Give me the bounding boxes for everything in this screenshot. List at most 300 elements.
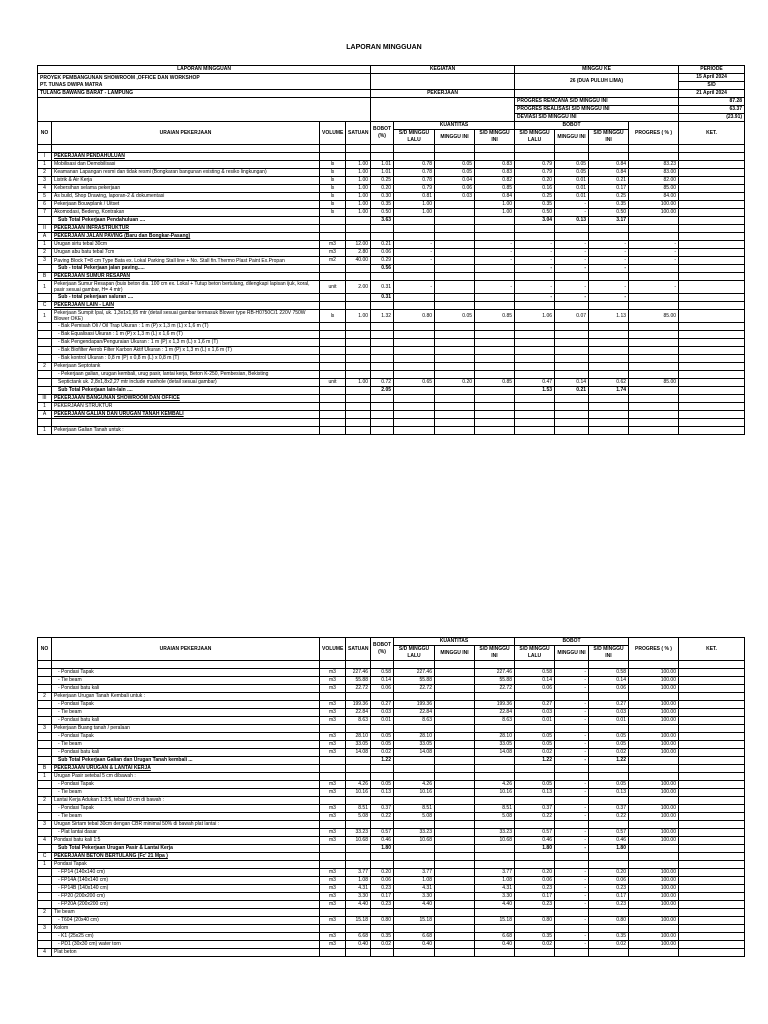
table-cell [346,395,371,403]
table-cell [394,233,435,241]
table-cell: 1.13 [589,310,629,323]
description-cell: Listrik & Air Kerja [52,177,320,185]
table-cell [629,145,679,153]
table-cell: 100.00 [629,201,679,209]
table-cell: m3 [320,669,346,677]
table-cell: 1.00 [394,201,435,209]
table-cell: 0.05 [435,310,475,323]
table-cell [394,797,435,805]
table-cell [679,257,745,265]
table-cell [629,294,679,302]
table-cell: 1.80 [589,845,629,853]
table-cell [320,403,346,411]
table-cell: 8.51 [346,805,371,813]
table-cell: 7 [38,209,52,217]
table-cell [394,265,435,273]
table-cell: 2.80 [346,249,371,257]
table-row [38,161,745,169]
table-cell: 0.29 [371,257,394,265]
table-cell: II [38,225,52,233]
table-cell [629,233,679,241]
table-cell [515,949,555,957]
table-cell: - [555,845,589,853]
table-cell: - [515,241,555,249]
table-cell [394,363,435,371]
table-cell: 0.57 [589,829,629,837]
table-cell [38,677,52,685]
table-cell [371,861,394,869]
table-cell: 0.06 [371,877,394,885]
table-cell [38,371,52,379]
header-laporan: LAPORAN MINGGUAN [38,66,371,74]
description-cell [52,145,320,153]
table-cell [346,387,371,395]
description-cell: Urugan abu batu tebal 7cm [52,249,320,257]
table-cell [435,725,475,733]
table-row [38,861,745,869]
table-cell: - [475,241,515,249]
table-cell [435,877,475,885]
table-row [38,249,745,257]
table-cell [475,427,515,435]
description-cell: - FP14 (140x140 cm) [52,869,320,877]
table-cell: 0.13 [555,217,589,225]
table-cell [371,323,394,331]
description-cell: - Bak kontrol Ukuran : 0,8 m (P) x 0,8 m (L) x 0,8 m (T) [52,355,320,363]
table-cell: 1.00 [394,209,435,217]
table-cell [435,677,475,685]
table-cell [589,225,629,233]
table-cell [515,725,555,733]
table-cell [515,233,555,241]
table-cell [555,853,589,861]
table-cell [629,331,679,339]
table-cell [475,395,515,403]
table-cell: 0.06 [515,685,555,693]
table-cell [589,145,629,153]
table-cell: 0.03 [371,709,394,717]
table-cell: - [589,257,629,265]
description-cell: - Bak Pengendapan/Penguraian Ukuran : 1 m (P) x 1,3 m (L) x 1,6 m (T) [52,339,320,347]
table-cell: 4.40 [346,901,371,909]
table-cell [629,757,679,765]
table-cell [320,233,346,241]
table-cell: 0.05 [515,733,555,741]
table-cell [515,363,555,371]
table-cell: 0.01 [555,177,589,185]
table-cell [555,765,589,773]
table-cell: 3 [38,177,52,185]
table-cell: - [589,294,629,302]
description-cell: PEKERJAAN JALAN PAVING (Baru dan Bongkar-Pasang) [52,233,320,241]
table-cell [475,355,515,363]
table-cell: ls [320,201,346,209]
table-cell [515,821,555,829]
table-cell: 55.88 [394,677,435,685]
table-cell [320,395,346,403]
table-row [38,869,745,877]
description-cell: Sub Total Pekerjaan Pendahuluan .... [52,217,320,225]
table-cell [515,773,555,781]
table-cell: - [555,677,589,685]
table-cell: III [38,395,52,403]
table-row [38,419,745,427]
description-cell: PEKERJAAN INFRASTRUKTUR [52,225,320,233]
description-cell: Pekerjaan Sumur Resapan (buis beton dia. 100 cm ex. Lokal + Tutup beton bertulang, dilengkapi lapisan ijuk, koral, pasir sesuai gambar, H= 4 mtr) [52,281,320,294]
table-cell: 0.05 [435,169,475,177]
table-cell [629,403,679,411]
table-cell: m3 [320,701,346,709]
table-cell [320,217,346,225]
table-cell [394,294,435,302]
description-cell: PEKERJAAN STRUKTUR [52,403,320,411]
table-cell [320,693,346,701]
description-cell: PEKERJAAN GALIAN DAN URUGAN TANAH KEMBALI [52,411,320,419]
table-row [38,933,745,941]
table-cell: C [38,302,52,310]
table-cell [589,323,629,331]
table-cell [475,145,515,153]
table-cell [371,273,394,281]
table-row [38,273,745,281]
table-cell [320,773,346,781]
table-cell [555,773,589,781]
table-cell: 83.00 [629,169,679,177]
table-row [38,323,745,331]
table-row [38,177,745,185]
table-cell: 0.85 [475,379,515,387]
table-cell: 6.68 [475,933,515,941]
table-cell: m3 [320,749,346,757]
description-cell: Lantai Kerja Adukan 1:3:5, tebal 10 cm di bawah : [52,797,320,805]
description-cell: Akomodasi, Bedeng, Kontrakan [52,209,320,217]
table-cell: C [38,853,52,861]
table-cell: 1.08 [346,877,371,885]
table-cell: 0.31 [371,281,394,294]
table-cell: 3.77 [475,869,515,877]
table-cell [679,805,745,813]
table-cell [679,821,745,829]
table-cell: - [629,249,679,257]
table-cell: 0.02 [515,941,555,949]
table-cell: - [555,941,589,949]
table-cell: 15.18 [394,917,435,925]
table-cell [320,853,346,861]
table-row [38,302,745,310]
table-cell: 1.22 [515,757,555,765]
table-cell: m3 [320,717,346,725]
table-cell: 0.20 [515,869,555,877]
table-cell [38,845,52,853]
table-cell [589,355,629,363]
table-cell [679,153,745,161]
table-cell: 0.07 [555,310,589,323]
table-cell [435,949,475,957]
table-cell [435,347,475,355]
table-cell: 100.00 [629,669,679,677]
table-cell [38,829,52,837]
table-cell: 100.00 [629,917,679,925]
header-periode: PERIODE [679,66,745,74]
table-cell [475,217,515,225]
description-cell: Mobilisasi dan Demobilisasi [52,161,320,169]
table-cell [394,225,435,233]
description-cell: - Tie beam [52,677,320,685]
table-cell [679,941,745,949]
table-cell: 0.80 [394,310,435,323]
table-cell [475,797,515,805]
table-cell [435,233,475,241]
table-cell: ls [320,209,346,217]
table-cell [589,302,629,310]
table-cell: 0.06 [371,249,394,257]
table-cell [515,347,555,355]
page-title: LAPORAN MINGGUAN [346,44,422,51]
table-cell [629,323,679,331]
table-cell: 5.08 [475,813,515,821]
table-cell [371,693,394,701]
table-cell: 0.62 [589,379,629,387]
table-cell: 100.00 [629,701,679,709]
table-cell [475,411,515,419]
table-cell: 0.05 [589,781,629,789]
table-cell [515,411,555,419]
table-cell: 2.05 [371,387,394,395]
table-cell: 12.00 [346,241,371,249]
table-cell [38,347,52,355]
table-cell [435,201,475,209]
table-cell [555,339,589,347]
table-cell: 83.23 [629,161,679,169]
table-cell [38,885,52,893]
table-cell [679,403,745,411]
table-cell [679,885,745,893]
table-cell: 100.00 [629,805,679,813]
table-cell [589,773,629,781]
table-cell [475,363,515,371]
table-cell: 0.58 [515,669,555,677]
table-row [38,355,745,363]
table-cell: 0.02 [515,749,555,757]
table-cell [435,933,475,941]
col-bobot-sd-lalu: S/D MINGGU LALU [515,646,555,661]
table-cell: m3 [320,877,346,885]
description-cell: - Pondasi batu kali [52,717,320,725]
table-cell [371,395,394,403]
description-cell: PEKERJAAN PENDAHULUAN [52,153,320,161]
table-cell: 0.13 [515,789,555,797]
table-cell [394,949,435,957]
description-cell: Pekerjaan Galian Tanah untuk : [52,427,320,435]
table-cell [320,725,346,733]
table-row [38,241,745,249]
table-cell [320,355,346,363]
table-cell [629,861,679,869]
table-row [38,265,745,273]
table-cell: 22.84 [346,709,371,717]
table-row [38,185,745,193]
table-cell [38,265,52,273]
table-cell [320,323,346,331]
table-cell: ls [320,169,346,177]
table-cell [475,233,515,241]
table-cell: - [555,741,589,749]
table-cell: 100.00 [629,893,679,901]
table-cell [435,395,475,403]
table-cell [475,757,515,765]
table-cell: - [394,281,435,294]
table-cell [475,387,515,395]
table-cell: 22.72 [394,685,435,693]
table-cell [371,419,394,427]
table-cell: 0.79 [394,185,435,193]
table-cell: 0.58 [371,669,394,677]
table-cell: 3.77 [346,869,371,877]
table-cell [629,411,679,419]
table-row [38,901,745,909]
table-cell: 10.16 [394,789,435,797]
minggu-ke-value: 26 (DUA PULUH LIMA) [515,74,679,90]
table-cell: 0.16 [515,185,555,193]
table-cell [320,294,346,302]
table-cell [435,757,475,765]
table-cell: 0.06 [371,685,394,693]
table-cell [555,725,589,733]
table-cell: - [555,781,589,789]
table-cell: ls [320,185,346,193]
table-body-1 [38,145,745,435]
table-cell: - [515,281,555,294]
table-cell [320,371,346,379]
table-cell: 0.02 [371,749,394,757]
table-cell [346,225,371,233]
table-cell: 100.00 [629,869,679,877]
table-cell [679,917,745,925]
table-cell [435,901,475,909]
table-cell [515,403,555,411]
table-cell: 1.00 [346,379,371,387]
table-cell [320,153,346,161]
table-cell [394,411,435,419]
table-cell: 1 [38,403,52,411]
table-cell: 22.72 [475,685,515,693]
table-cell [394,153,435,161]
table-cell: 0.20 [371,185,394,193]
table-cell [394,909,435,917]
table-cell: m3 [320,933,346,941]
table-cell: 0.05 [555,161,589,169]
table-cell [679,797,745,805]
table-cell: A [38,411,52,419]
table-cell: m3 [320,829,346,837]
table-cell [371,347,394,355]
table-row [38,379,745,387]
table-cell: 0.81 [394,193,435,201]
table-cell: - [515,257,555,265]
table-cell [435,294,475,302]
col-no: NO [38,122,52,145]
table-cell: 0.05 [371,741,394,749]
table-row [38,709,745,717]
table-cell [679,281,745,294]
table-row [38,363,745,371]
col-no: NO [38,638,52,661]
table-cell: 0.35 [515,201,555,209]
table-cell [555,225,589,233]
table-cell [555,273,589,281]
table-row [38,693,745,701]
table-cell [679,789,745,797]
table-cell: m3 [320,917,346,925]
table-cell: 3.04 [515,217,555,225]
table-cell: 0.06 [589,877,629,885]
table-cell: 0.01 [555,185,589,193]
table-cell: 85.00 [629,310,679,323]
table-cell [435,339,475,347]
table-cell [629,725,679,733]
table-cell [371,363,394,371]
table-cell [346,861,371,869]
header-kegiatan: KEGIATAN [371,66,515,74]
table-cell [435,685,475,693]
table-cell [589,853,629,861]
table-cell: 0.35 [589,933,629,941]
table-cell [435,145,475,153]
table-cell: 0.22 [371,813,394,821]
description-cell: - K1 (25x25 cm) [52,933,320,941]
table-cell: m3 [320,733,346,741]
table-cell: 0.50 [515,209,555,217]
table-cell: 1.53 [515,387,555,395]
table-cell [371,427,394,435]
table-cell: B [38,765,52,773]
table-cell: 0.23 [371,901,394,909]
description-cell: Sub - total Pekerjaan jalan paving..... [52,265,320,273]
table-cell [589,693,629,701]
table-cell [371,153,394,161]
table-cell: - [555,749,589,757]
table-cell [371,853,394,861]
report-table-page-1 [37,65,745,435]
table-cell [394,757,435,765]
table-cell [320,411,346,419]
table-cell [679,265,745,273]
col-satuan: SATUAN [346,638,371,661]
progress-realisasi-label: PROGRES REALISASI S/D MINGGU INI [515,106,679,114]
table-cell: 0.84 [589,161,629,169]
table-cell: 0.23 [515,885,555,893]
table-cell: 22.72 [346,685,371,693]
progress-realisasi-value: 63.37 [679,106,745,114]
description-cell: PEKERJAAN URUGAN & LANTAI KERJA [52,765,320,773]
table-cell [679,845,745,853]
table-cell [679,387,745,395]
description-cell: Urugan sirtu tebal 30cm [52,241,320,249]
table-row [38,677,745,685]
table-cell: unit [320,379,346,387]
table-cell [679,233,745,241]
table-cell: 0.35 [371,201,394,209]
table-cell [346,265,371,273]
col-kuantitas-minggu-ini: MINGGU INI [435,130,475,145]
table-cell: 2 [38,249,52,257]
table-cell [435,257,475,265]
table-cell: 0.20 [589,869,629,877]
table-cell: 14.08 [346,749,371,757]
table-cell [394,693,435,701]
project-line-2: PT. TUNAS DWIPA MATRA [40,82,103,88]
table-cell [679,765,745,773]
